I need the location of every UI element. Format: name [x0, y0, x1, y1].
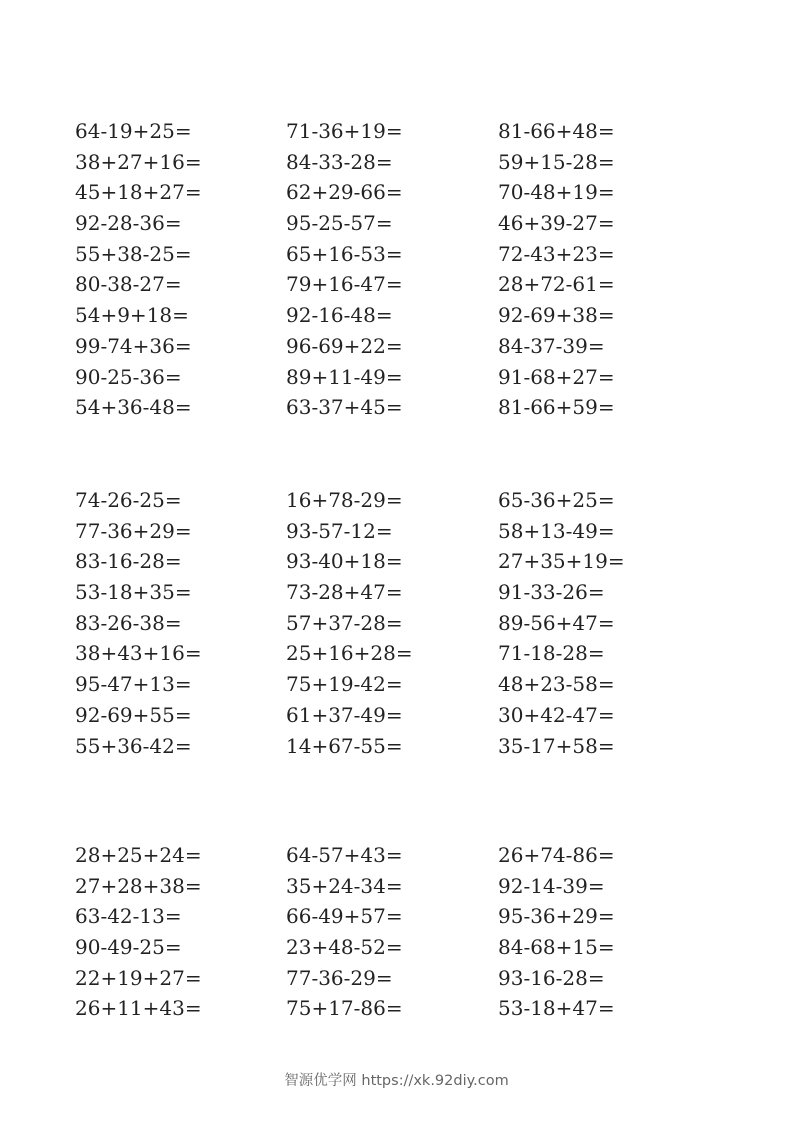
problem-item: 84-37-39= — [498, 333, 605, 358]
problem-item: 95-47+13= — [75, 672, 192, 697]
problem-item: 35+24-34= — [286, 873, 403, 898]
problem-item: 66-49+57= — [286, 904, 403, 929]
problem-item: 28+25+24= — [75, 843, 202, 867]
problem-item: 83-16-28= — [75, 549, 182, 574]
problem-item: 92-16-48= — [286, 303, 393, 328]
problem-item: 70-48+19= — [498, 180, 615, 205]
problem-item: 27+35+19= — [498, 549, 625, 574]
problem-column-1 — [75, 840, 202, 1024]
problem-item: 62+29-66= — [286, 180, 403, 205]
problem-item: 38+27+16= — [75, 149, 202, 174]
problem-item: 58+13-49= — [498, 518, 615, 543]
problem-item: 77-36-29= — [286, 965, 393, 990]
problem-item: 27+28+38= — [75, 873, 202, 898]
problem-item: 99-74+36= — [75, 333, 192, 358]
problem-item: 22+19+27= — [75, 965, 202, 990]
problem-item: 53-18+35= — [75, 580, 192, 605]
problem-item: 71-36+19= — [286, 119, 403, 143]
problem-item: 55+36-42= — [75, 733, 192, 758]
problem-item: 95-25-57= — [286, 211, 393, 236]
problem-item: 96-69+22= — [286, 333, 403, 358]
problem-item: 30+42-47= — [498, 702, 615, 727]
problem-item: 81-66+48= — [498, 119, 615, 143]
problem-item: 54+9+18= — [75, 303, 189, 328]
problem-item: 84-68+15= — [498, 935, 615, 960]
problem-item: 45+18+27= — [75, 180, 202, 205]
problem-item: 93-16-28= — [498, 965, 605, 990]
problem-item: 75+19-42= — [286, 672, 403, 697]
problem-item: 71-18-28= — [498, 641, 605, 666]
problem-column-2 — [286, 116, 403, 423]
problem-item: 54+36-48= — [75, 395, 192, 420]
problem-item: 91-68+27= — [498, 364, 615, 389]
problem-item: 14+67-55= — [286, 733, 403, 758]
problem-item: 38+43+16= — [75, 641, 202, 666]
problem-item: 92-14-39= — [498, 873, 605, 898]
problem-item: 16+78-29= — [286, 488, 403, 512]
problem-item: 89+11-49= — [286, 364, 403, 389]
problem-item: 77-36+29= — [75, 518, 192, 543]
problem-item: 89-56+47= — [498, 610, 615, 635]
problem-item: 79+16-47= — [286, 272, 403, 297]
problem-item: 28+72-61= — [498, 272, 615, 297]
problem-item: 92-69+38= — [498, 303, 615, 328]
problem-item: 63-42-13= — [75, 904, 182, 929]
problem-item: 73-28+47= — [286, 580, 403, 605]
problem-column-3 — [498, 485, 625, 761]
problem-item: 65+16-53= — [286, 241, 403, 266]
problem-column-1 — [75, 116, 202, 423]
problem-item: 84-33-28= — [286, 149, 393, 174]
problem-item: 35-17+58= — [498, 733, 615, 758]
problem-item: 26+74-86= — [498, 843, 615, 867]
problem-item: 46+39-27= — [498, 211, 615, 236]
problem-item: 63-37+45= — [286, 395, 403, 420]
problem-item: 81-66+59= — [498, 395, 615, 420]
problem-item: 93-57-12= — [286, 518, 393, 543]
problem-item: 23+48-52= — [286, 935, 403, 960]
problem-column-3 — [498, 116, 615, 423]
problem-item: 48+23-58= — [498, 672, 615, 697]
problem-column-1 — [75, 485, 202, 761]
problem-column-2 — [286, 485, 413, 761]
problem-item: 93-40+18= — [286, 549, 403, 574]
problem-item: 83-26-38= — [75, 610, 182, 635]
problem-item: 91-33-26= — [498, 580, 605, 605]
problem-item: 57+37-28= — [286, 610, 403, 635]
problem-item: 25+16+28= — [286, 641, 413, 666]
problem-item: 92-69+55= — [75, 702, 192, 727]
problem-item: 64-57+43= — [286, 843, 403, 867]
problem-column-2 — [286, 840, 403, 1024]
problem-item: 61+37-49= — [286, 702, 403, 727]
problem-item: 55+38-25= — [75, 241, 192, 266]
problem-item: 74-26-25= — [75, 488, 182, 512]
problem-item: 65-36+25= — [498, 488, 615, 512]
problem-item: 72-43+23= — [498, 241, 615, 266]
problem-item: 80-38-27= — [75, 272, 182, 297]
problem-item: 95-36+29= — [498, 904, 615, 929]
problem-item: 75+17-86= — [286, 996, 403, 1021]
problem-item: 90-49-25= — [75, 935, 182, 960]
problem-column-3 — [498, 840, 615, 1024]
problem-item: 53-18+47= — [498, 996, 615, 1021]
problem-item: 26+11+43= — [75, 996, 202, 1021]
problem-item: 90-25-36= — [75, 364, 182, 389]
footer-watermark: 智源优学网 https://xk.92diy.com — [284, 1073, 509, 1089]
problem-item: 59+15-28= — [498, 149, 615, 174]
problem-item: 64-19+25= — [75, 119, 192, 143]
problem-item: 92-28-36= — [75, 211, 182, 236]
